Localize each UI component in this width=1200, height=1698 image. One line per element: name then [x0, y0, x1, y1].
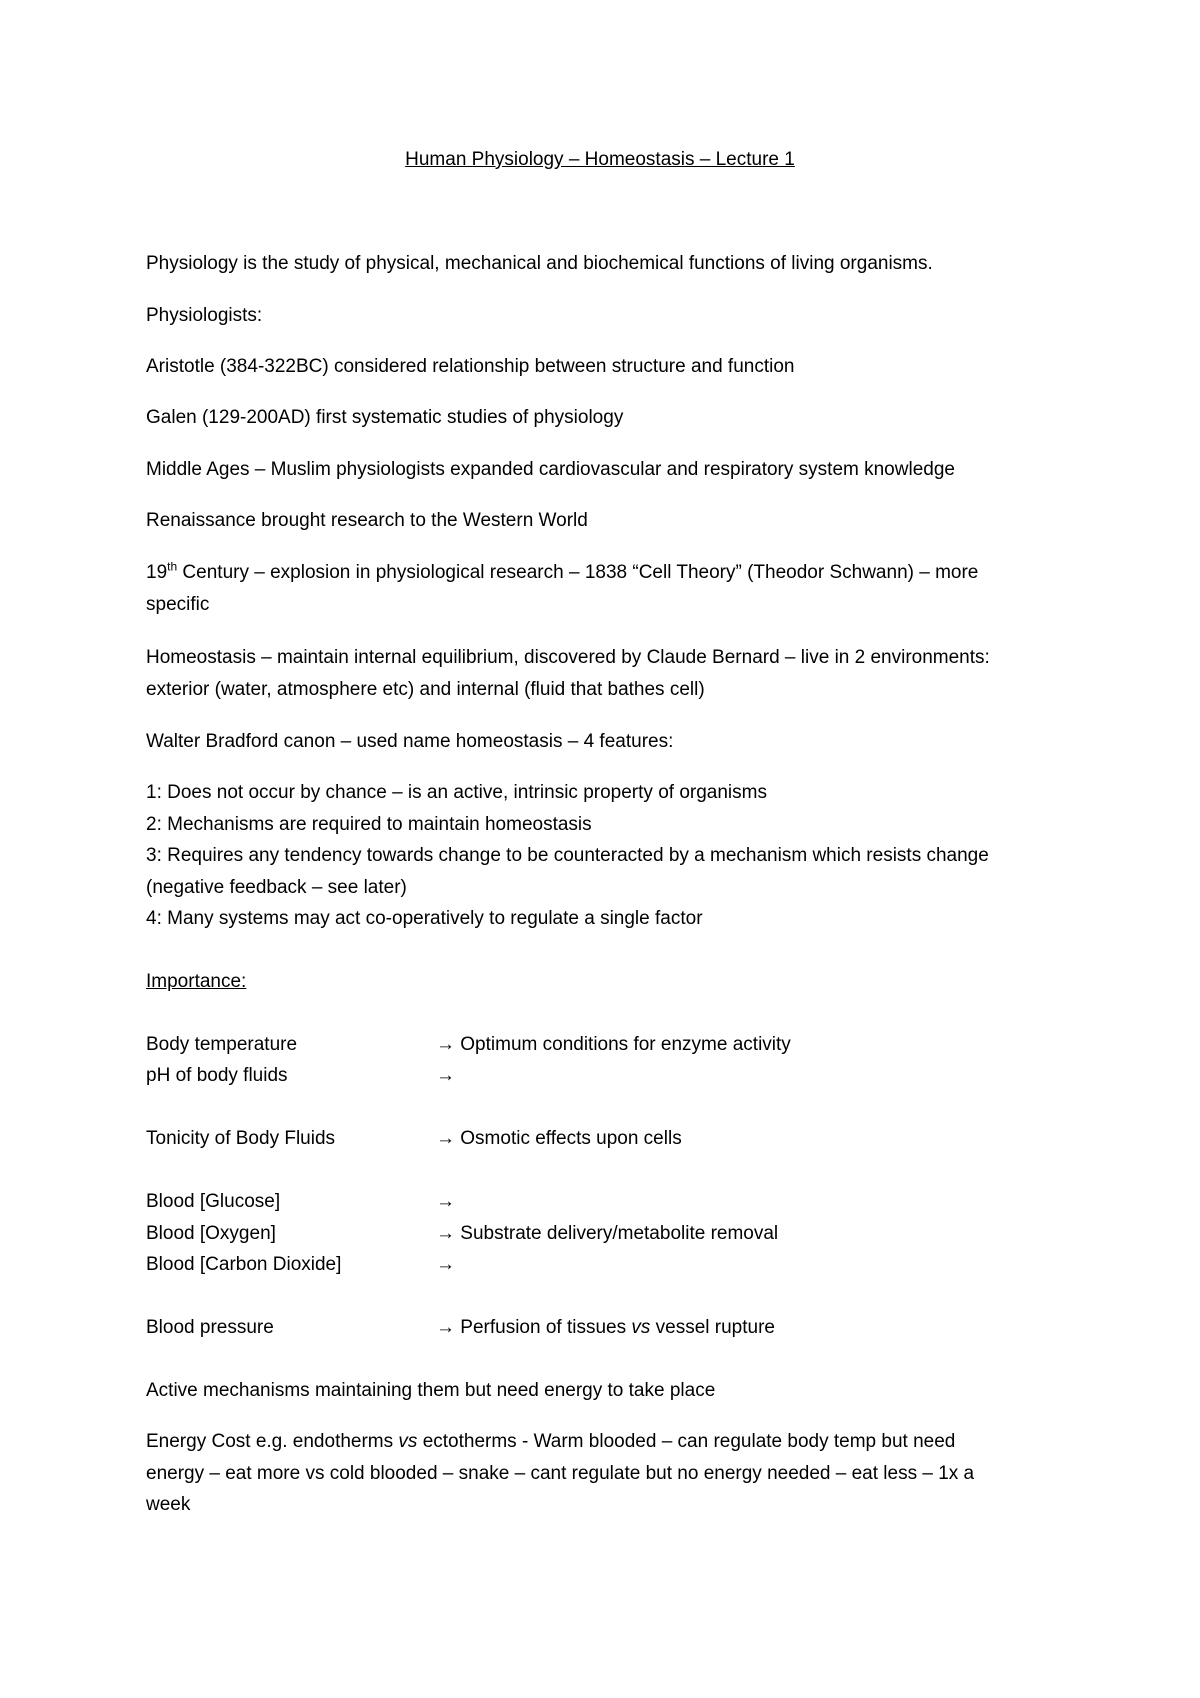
feature-2: 2: Mechanisms are required to maintain homeostasis	[146, 814, 592, 835]
importance-effect-glucose: →	[436, 1191, 455, 1212]
physiologists-heading: Physiologists:	[146, 305, 263, 326]
importance-effect-bp	[436, 1316, 775, 1340]
importance-label-tonicity: Tonicity of Body Fluids	[146, 1128, 336, 1149]
homeostasis-line-2: exterior (water, atmosphere etc) and internal (fluid that bathes cell)	[146, 679, 705, 700]
importance-label-glucose: Blood [Glucose]	[146, 1191, 281, 1212]
feature-4: 4: Many systems may act co-operatively to regulate a single factor	[146, 908, 703, 929]
energy-l1-vs: vs	[398, 1431, 418, 1452]
bp-effect-vs: vs	[631, 1317, 651, 1338]
importance-label-ph: pH of body fluids	[146, 1065, 288, 1086]
history-19th-century-cont: specific	[146, 594, 210, 615]
history-19th-century	[146, 561, 978, 585]
energy-l1b: ectotherms - Warm blooded – can regulate body temp but need	[417, 1431, 956, 1452]
homeostasis-line-1: Homeostasis – maintain internal equilibrium, discovered by Claude Bernard – live in 2 environments:	[146, 647, 990, 668]
importance-effect-oxygen: → Substrate delivery/metabolite removal	[436, 1223, 779, 1244]
importance-heading: Importance:	[146, 971, 247, 992]
feature-3-cont: (negative feedback – see later)	[146, 877, 407, 898]
importance-effect-co2: →	[436, 1254, 455, 1275]
definition-paragraph: Physiology is the study of physical, mechanical and biochemical functions of living organisms.	[146, 253, 933, 274]
importance-label-oxygen: Blood [Oxygen]	[146, 1223, 276, 1244]
bp-effect-b: vessel rupture	[650, 1317, 775, 1338]
feature-3: 3: Requires any tendency towards change to be counteracted by a mechanism which resists change	[146, 845, 989, 866]
page-title: Human Physiology – Homeostasis – Lecture 1	[405, 149, 795, 170]
history-galen: Galen (129-200AD) first systematic studies of physiology	[146, 407, 624, 428]
energy-line-2: energy – eat more vs cold blooded – snake – cant regulate but no energy needed – eat less – 1x a	[146, 1463, 975, 1484]
importance-label-co2: Blood [Carbon Dioxide]	[146, 1254, 342, 1275]
feature-1: 1: Does not occur by chance – is an active, intrinsic property of organisms	[146, 782, 767, 803]
bp-effect-a: → Perfusion of tissues	[436, 1317, 632, 1338]
history-middle-ages: Middle Ages – Muslim physiologists expanded cardiovascular and respiratory system knowledge	[146, 459, 955, 480]
importance-label-bp: Blood pressure	[146, 1317, 274, 1338]
cannon-line: Walter Bradford canon – used name homeostasis – 4 features:	[146, 731, 674, 752]
energy-line-3: week	[146, 1494, 191, 1515]
energy-l1a: Energy Cost e.g. endotherms	[146, 1431, 399, 1452]
importance-effect-ph: →	[436, 1065, 455, 1086]
importance-label-body-temp: Body temperature	[146, 1034, 298, 1055]
history-aristotle: Aristotle (384-322BC) considered relationship between structure and function	[146, 356, 795, 377]
history-renaissance: Renaissance brought research to the Western World	[146, 510, 588, 531]
importance-effect-body-temp: → Optimum conditions for enzyme activity	[436, 1034, 791, 1055]
century-text: Century – explosion in physiological research – 1838 “Cell Theory” (Theodor Schwann) – more	[177, 562, 979, 583]
century-number: 19	[146, 562, 168, 583]
century-superscript: th	[167, 559, 178, 574]
energy-line-1	[146, 1430, 955, 1454]
importance-effect-tonicity: → Osmotic effects upon cells	[436, 1128, 682, 1149]
active-mechanisms-line: Active mechanisms maintaining them but need energy to take place	[146, 1380, 716, 1401]
